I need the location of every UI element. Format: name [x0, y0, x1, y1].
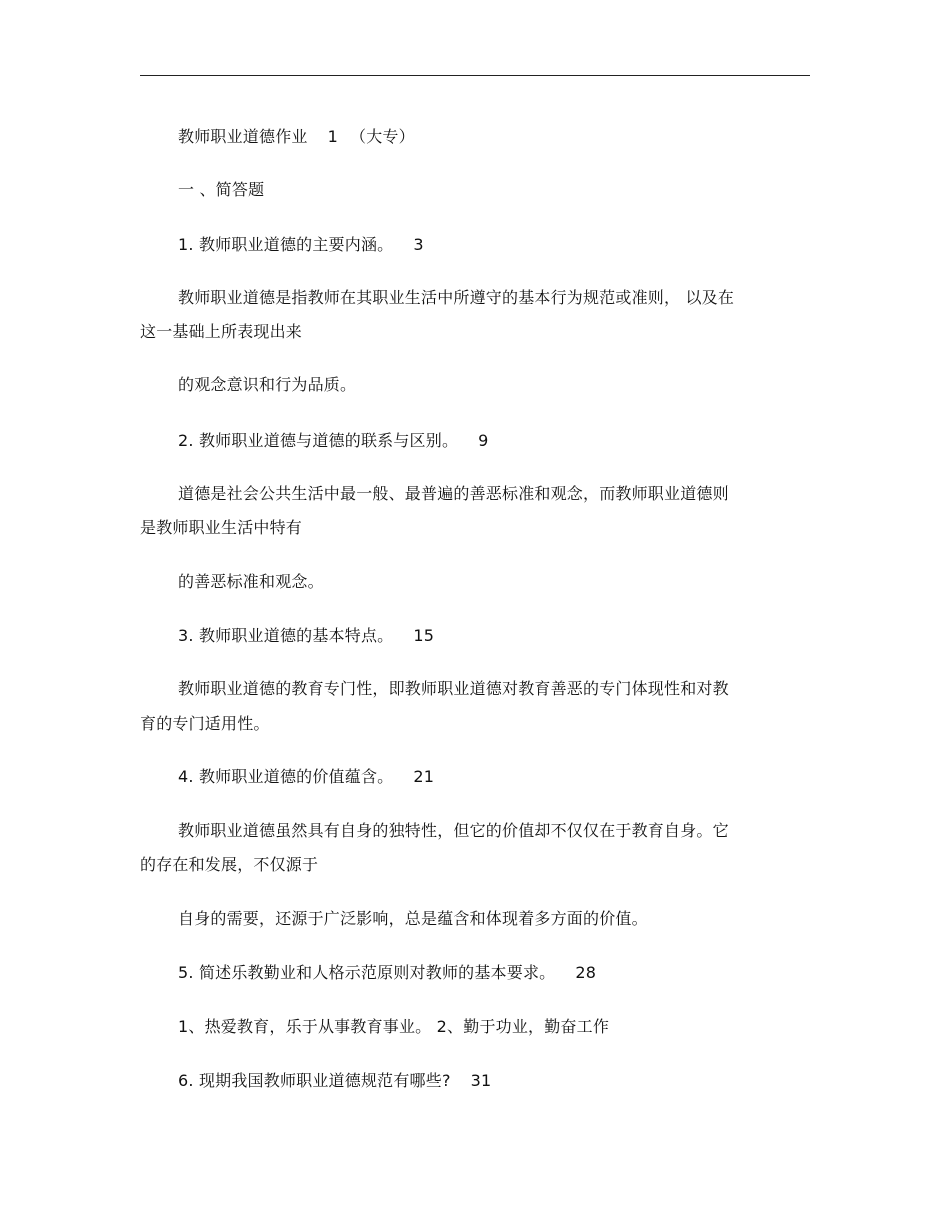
question-text: 1. 教师职业道德的主要内涵。 — [178, 235, 394, 254]
answer-line: 教师职业道德虽然具有自身的独特性，但它的价值却不仅仅在于教育自身。它 — [178, 821, 729, 840]
page-ref: 3 — [413, 235, 424, 254]
answer-line: 这一基础上所表现出来 — [140, 322, 303, 341]
question-text: 5. 简述乐教勤业和人格示范原则对教师的基本要求。 — [178, 963, 556, 982]
answer-line: 的观念意识和行为品质。 — [178, 375, 357, 394]
answer-line: 1、热爱教育，乐于从事教育事业。 2、勤于功业，勤奋工作 — [178, 1017, 610, 1036]
title-note: （大专） — [350, 127, 415, 146]
answer-line: 道德是社会公共生活中最一般、最普遍的善恶标准和观念，而教师职业道德则 — [178, 484, 729, 503]
question-5 — [178, 963, 596, 983]
answer-line: 教师职业道德是指教师在其职业生活中所遵守的基本行为规范或准则， 以及在 — [178, 288, 735, 307]
question-4 — [178, 767, 434, 787]
question-text: 2. 教师职业道德与道德的联系与区别。 — [178, 431, 459, 450]
title-text: 教师职业道德作业 — [178, 127, 308, 146]
section-heading: 一 、简答题 — [178, 180, 265, 199]
page-ref: 9 — [478, 431, 489, 450]
question-1 — [178, 235, 424, 255]
question-6 — [178, 1071, 491, 1091]
question-2 — [178, 431, 489, 451]
answer-line: 的善恶标准和观念。 — [178, 572, 324, 591]
page-ref: 21 — [413, 767, 435, 786]
header-rule — [140, 75, 810, 76]
question-text: 4. 教师职业道德的价值蕴含。 — [178, 767, 394, 786]
question-text: 3. 教师职业道德的基本特点。 — [178, 626, 394, 645]
page-ref: 28 — [575, 963, 597, 982]
question-text: 6. 现期我国教师职业道德规范有哪些? — [178, 1071, 451, 1090]
title-number: 1 — [327, 127, 338, 146]
question-3 — [178, 626, 434, 646]
document-title — [178, 127, 415, 147]
page-ref: 15 — [413, 626, 435, 645]
answer-line: 自身的需要，还源于广泛影响，总是蕴含和体现着多方面的价值。 — [178, 909, 648, 928]
answer-line: 的存在和发展，不仅源于 — [140, 855, 319, 874]
answer-line: 是教师职业生活中特有 — [140, 518, 303, 537]
answer-line: 育的专门适用性。 — [140, 714, 270, 733]
answer-line: 教师职业道德的教育专门性，即教师职业道德对教育善恶的专门体现性和对教 — [178, 679, 729, 698]
page-ref: 31 — [470, 1071, 492, 1090]
